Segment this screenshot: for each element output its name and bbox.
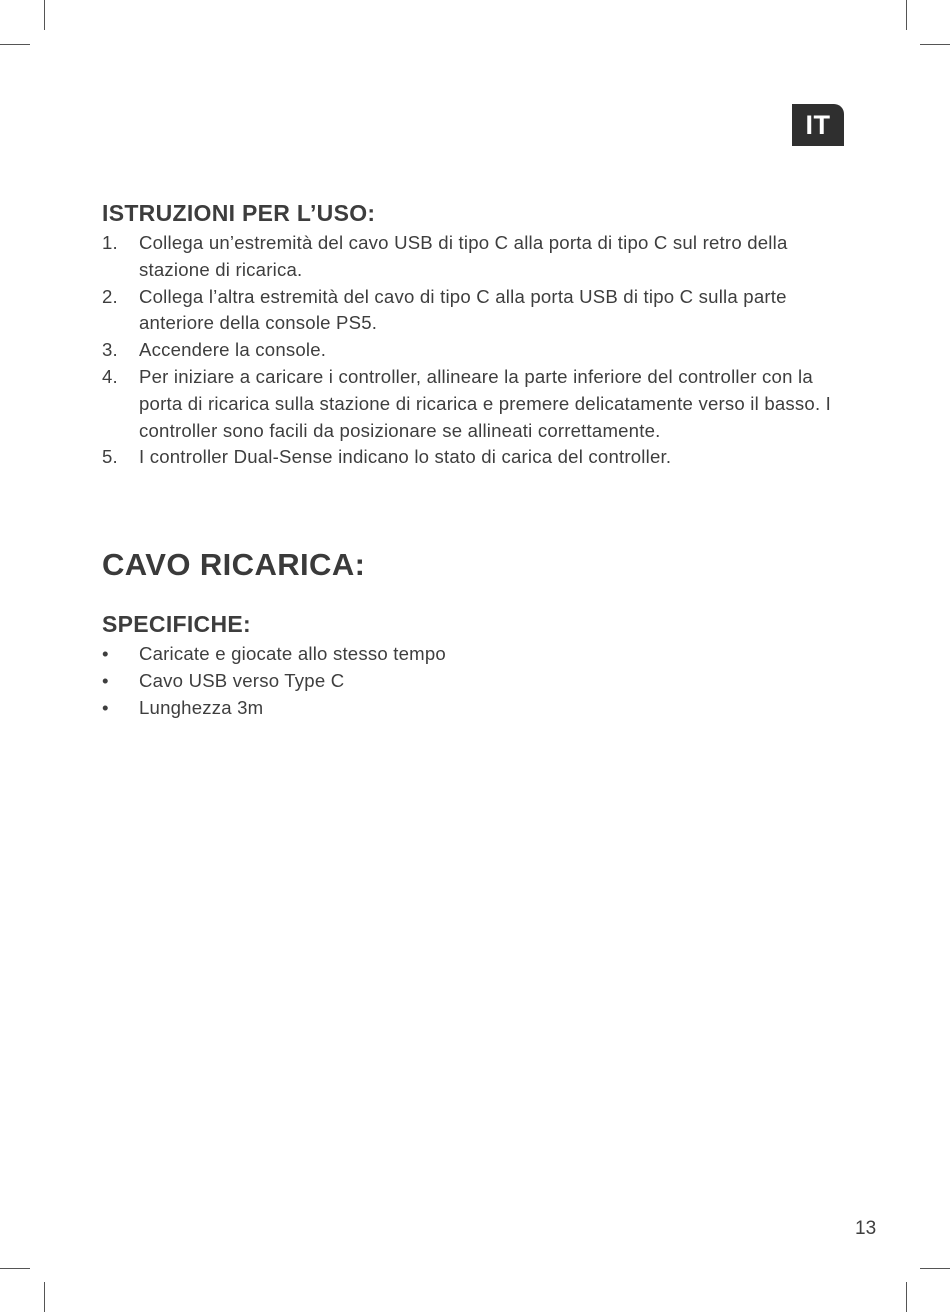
crop-mark-bottom-right-horizontal <box>920 1268 950 1269</box>
step-number: 3. <box>102 339 118 361</box>
step-text: I controller Dual-Sense indicano lo stato di carica del controller. <box>139 446 672 468</box>
crop-mark-bottom-left-vertical <box>44 1282 45 1312</box>
list-item <box>102 337 842 364</box>
usage-steps-list <box>102 230 842 471</box>
step-number: 4. <box>102 365 118 387</box>
crop-mark-bottom-left-horizontal <box>0 1268 30 1269</box>
crop-mark-bottom-right-vertical <box>906 1282 907 1312</box>
step-text: Accendere la console. <box>139 339 327 361</box>
step-number: 5. <box>102 446 118 468</box>
list-item <box>102 230 842 284</box>
step-text: Per iniziare a caricare i controller, allineare la parte inferiore del controller con la porta di ricarica sulla stazione di ricarica e premere delicatamente verso il basso. I controller sono facili da posizionare se allineati correttamente. <box>139 365 832 441</box>
bullet-icon: • <box>102 696 109 718</box>
language-badge: IT <box>792 104 844 146</box>
bullet-icon: • <box>102 643 109 665</box>
step-text: Collega un’estremità del cavo USB di tipo C alla porta di tipo C sul retro della stazione di ricarica. <box>139 232 788 280</box>
specs-heading: SPECIFICHE: <box>102 611 251 638</box>
page-content <box>102 196 842 722</box>
spec-text: Caricate e giocate allo stesso tempo <box>139 643 446 665</box>
bullet-icon: • <box>102 669 109 691</box>
step-text: Collega l’altra estremità del cavo di tipo C alla porta USB di tipo C sulla parte anteriore della console PS5. <box>139 285 787 334</box>
crop-mark-top-right-horizontal <box>920 44 950 45</box>
list-item <box>102 668 842 695</box>
step-number: 2. <box>102 285 118 307</box>
specs-list <box>102 641 842 721</box>
crop-mark-top-left-vertical <box>44 0 45 30</box>
list-item <box>102 364 842 444</box>
page-number: 13 <box>855 1218 877 1239</box>
spec-text: Lunghezza 3m <box>139 696 264 718</box>
usage-heading: ISTRUZIONI PER L’USO: <box>102 200 376 226</box>
cable-heading: CAVO RICARICA: <box>102 547 366 583</box>
crop-mark-top-right-vertical <box>906 0 907 30</box>
step-number: 1. <box>102 232 118 253</box>
crop-mark-top-left-horizontal <box>0 44 30 45</box>
list-item <box>102 641 842 668</box>
spec-text: Cavo USB verso Type C <box>139 669 345 691</box>
list-item <box>102 695 842 722</box>
list-item <box>102 444 842 471</box>
list-item <box>102 284 842 338</box>
